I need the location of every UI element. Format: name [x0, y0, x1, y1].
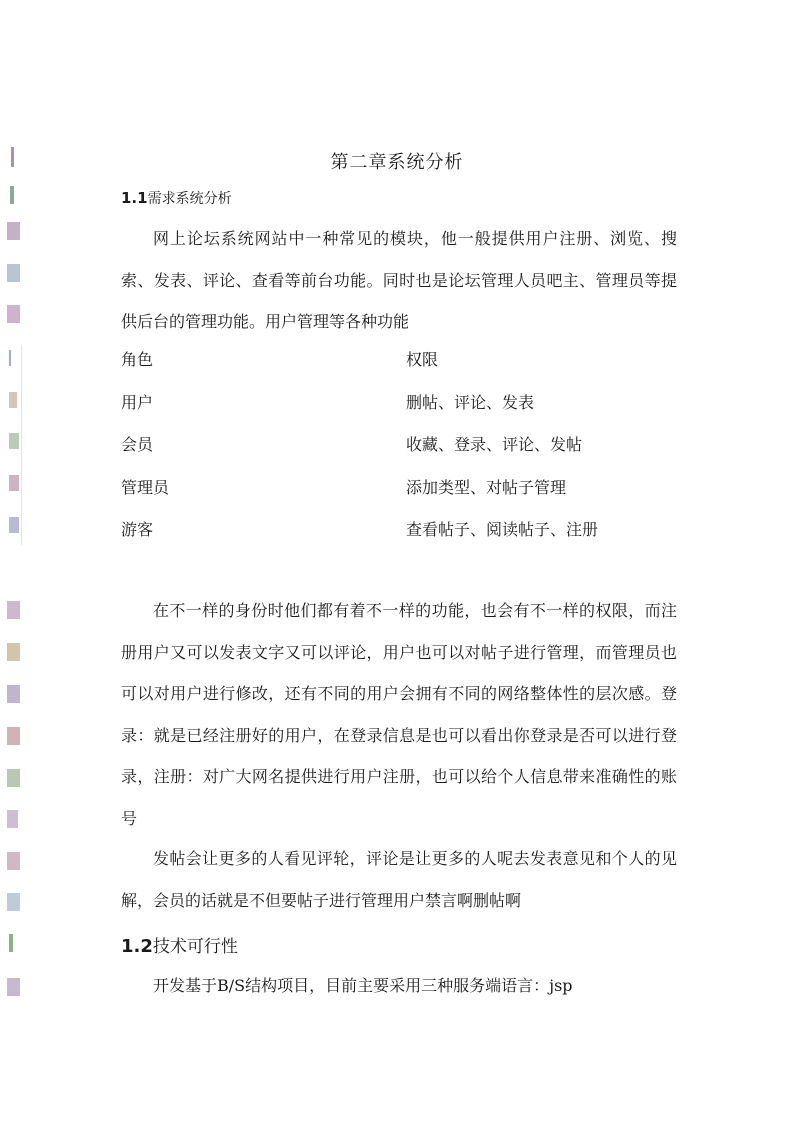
section-title: 技术可行性 [152, 937, 238, 957]
paragraph-tech: 开发基于B/S结构项目，目前主要采用三种服务端语言：jsp [153, 976, 573, 995]
section-heading-1-1 [121, 188, 232, 208]
scan-artifact [10, 186, 14, 204]
scan-artifact [7, 893, 20, 911]
table-row [121, 466, 681, 509]
permission-cell: 删帖、评论、发表 [406, 392, 535, 412]
section-number: 1.2 [121, 936, 153, 957]
scan-artifact [9, 517, 19, 533]
scan-artifact [7, 264, 20, 282]
scan-artifact [7, 643, 20, 661]
scan-artifact [9, 350, 11, 366]
scan-artifact [9, 392, 17, 408]
roles-table-header [121, 338, 681, 381]
permission-cell: 查看帖子、阅读帖子、注册 [406, 520, 599, 539]
scan-artifact [7, 978, 20, 996]
permission-cell: 收藏、登录、评论、发帖 [406, 435, 583, 454]
role-cell: 用户 [121, 392, 154, 412]
scan-artifact [9, 934, 13, 952]
permission-cell: 添加类型、对帖子管理 [406, 477, 567, 497]
scan-artifact [9, 433, 19, 449]
scan-artifact [21, 345, 22, 545]
table-row [121, 508, 681, 551]
role-cell: 管理员 [121, 477, 170, 497]
scan-artifact [7, 685, 20, 703]
chapter-title: 第二章系统分析 [330, 152, 464, 173]
scan-artifact [9, 475, 19, 491]
scan-artifact [7, 305, 20, 323]
paragraph-intro: 网上论坛系统网站中一种常见的模块，他一般提供用户注册、浏览、搜索、发表、评论、查看等前台功能。同时也是论坛管理人员吧主、管理员等提供后台的管理功能。用户管理等各种功能 [121, 229, 677, 331]
table-row [121, 381, 681, 424]
section-heading-1-2 [121, 932, 238, 957]
paragraph-identity: 在不一样的身份时他们都有着不一样的功能，也会有不一样的权限，而注册用户又可以发表文字又可以评论，用户也可以对帖子进行管理，而管理员也可以对用户进行修改，还有不同的用户会拥有不同的网络整体性的层次感。登录：就是已经注册好的用户，在登录信息是也可以看出你登录是否可以进行登录，注册：对广大网名提供进行用户注册，也可以给个人信息带来准确性的账号 [121, 601, 677, 828]
section-title: 需求系统分析 [147, 191, 232, 207]
roles-table [121, 338, 681, 551]
scan-artifact [7, 852, 20, 870]
role-cell: 会员 [121, 435, 154, 454]
role-cell: 游客 [121, 520, 154, 539]
paragraph-posting: 发帖会让更多的人看见评轮，评论是让更多的人呢去发表意见和个人的见解，会员的话就是不但要帖子进行管理用户禁言啊删帖啊 [121, 849, 677, 910]
scan-artifact [7, 810, 18, 828]
header-permission: 权限 [406, 350, 439, 369]
scan-artifact [7, 601, 20, 619]
table-row [121, 423, 681, 466]
scan-artifact [7, 769, 20, 787]
header-role: 角色 [121, 350, 154, 369]
section-number: 1.1 [121, 189, 148, 207]
scan-artifact [7, 222, 20, 240]
scan-artifact [7, 727, 20, 745]
